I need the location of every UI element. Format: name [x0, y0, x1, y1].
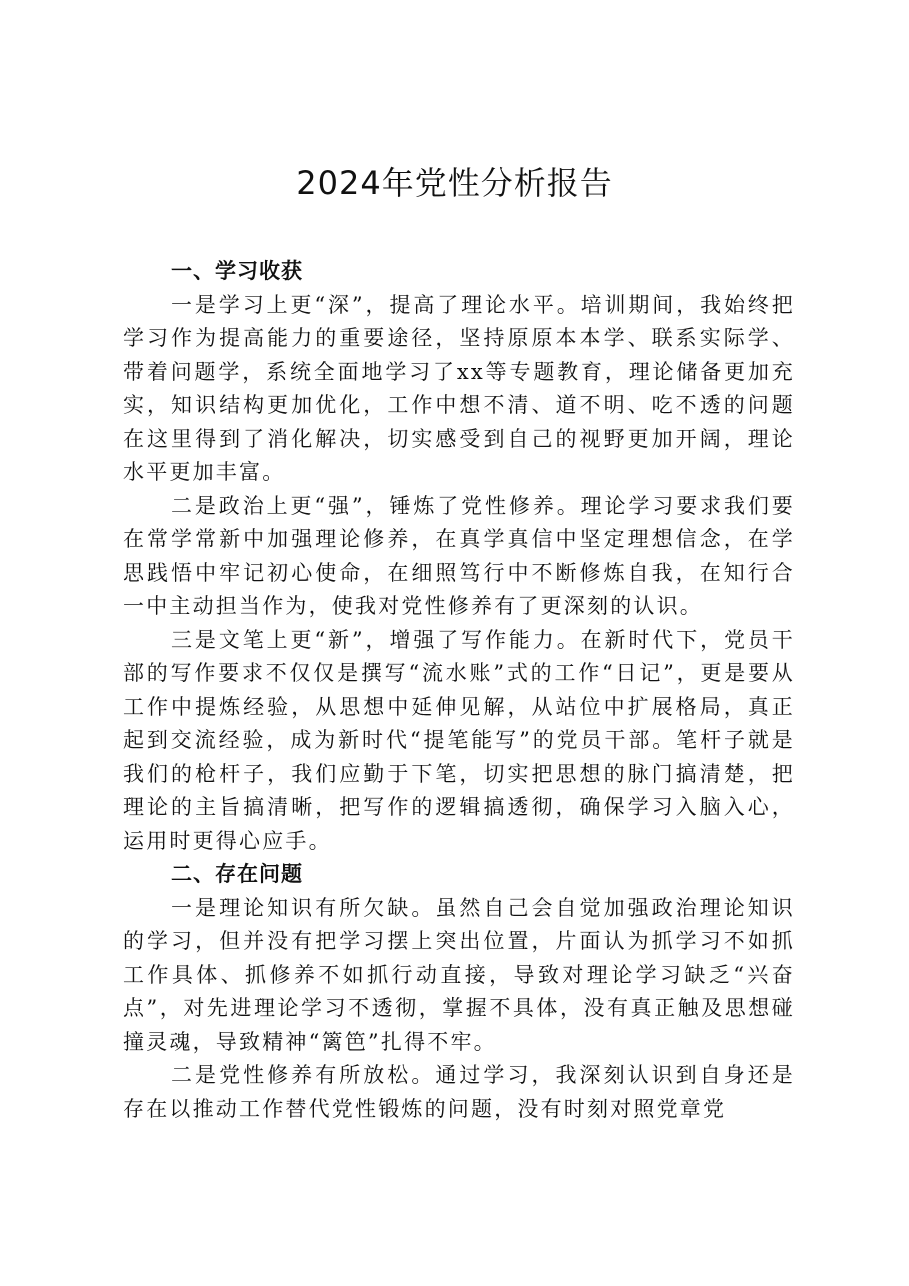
section-heading: 二、存在问题: [171, 862, 303, 886]
section-learning-gains: [123, 255, 795, 858]
section-existing-problems: [123, 858, 795, 1126]
paragraph: 一是学习上更“深”，提高了理论水平。培训期间，我始终把学习作为提高能力的重要途径，坚持原原本本学、联系实际学、带着问题学，系统全面地学习了xx等专题教育，理论储备更加充实，知识结构更加优化，工作中想不清、道不明、吃不透的问题在这里得到了消化解决，切实感受到自己的视野更加开阔，理论水平更加丰富。: [123, 292, 795, 484]
paragraph: 一是理论知识有所欠缺。虽然自己会自觉加强政治理论知识的学习，但并没有把学习摆上突出位置，片面认为抓学习不如抓工作具体、抓修养不如抓行动直接，导致对理论学习缺乏“兴奋点”，对先进理论学习不透彻，掌握不具体，没有真正触及思想碰撞灵魂，导致精神“篱笆”扎得不牢。: [123, 895, 795, 1054]
document-body: [123, 255, 795, 1126]
paragraph: 三是文笔上更“新”，增强了写作能力。在新时代下，党员干部的写作要求不仅仅是撰写“流水账”式的工作“日记”，更是要从工作中提炼经验，从思想中延伸见解，从站位中扩展格局，真正起到交流经验，成为新时代“提笔能写”的党员干部。笔杆子就是我们的枪杆子，我们应勤于下笔，切实把思想的脉门搞清楚，把理论的主旨搞清晰，把写作的逻辑搞透彻，确保学习入脑入心，运用时更得心应手。: [123, 627, 795, 853]
paragraph: 二是党性修养有所放松。通过学习，我深刻认识到自身还是存在以推动工作替代党性锻炼的问题，没有时刻对照党章党: [123, 1063, 795, 1121]
paragraph: 二是政治上更“强”，锤炼了党性修养。理论学习要求我们要在常学常新中加强理论修养，在真学真信中坚定理想信念，在学思践悟中牢记初心使命，在细照笃行中不断修炼自我，在知行合一中主动担当作为，使我对党性修养有了更深刻的认识。: [123, 493, 795, 618]
document-title: 2024年党性分析报告: [296, 164, 613, 202]
section-heading: 一、学习收获: [171, 259, 303, 283]
